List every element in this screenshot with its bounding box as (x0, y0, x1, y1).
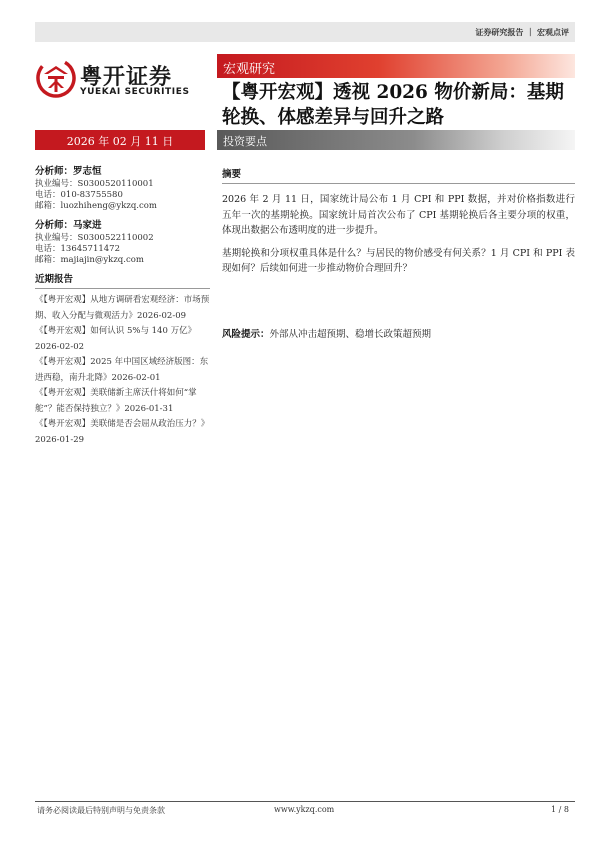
summary-title: 摘要 (222, 166, 575, 184)
page-number: 1 / 8 (551, 805, 569, 814)
recent-report-item[interactable]: 《【粤开宏观】美联储新主席沃什将如何“掌舵”？能否保持独立？》2026-01-31 (35, 388, 197, 414)
yuekai-logo-icon (36, 58, 76, 98)
analyst-card (35, 220, 210, 266)
date-bar (35, 130, 205, 150)
risk-label: 风险提示： (222, 329, 270, 340)
recent-report-item[interactable]: 《【粤开宏观】如何认识 5%与 140 万亿》2026-02-02 (35, 326, 197, 352)
recent-report-item[interactable]: 《【粤开宏观】从地方调研看宏观经济：市场预期、收入分配与微观活力》2026-02-09 (35, 295, 210, 321)
header-bar (35, 22, 575, 42)
company-logo (36, 58, 206, 102)
report-date: 2026 年 02 月 11 日 (66, 135, 174, 148)
summary-paragraph: 2026 年 2 月 11 日，国家统计局公布 1 月 CPI 和 PPI 数据，并对价格指数进行五年一次的基期轮换。国家统计局首次公布了 CPI 基期轮换后各主要分项的权重，体现出数据公布透明度的进一步提升。 (222, 194, 575, 236)
analyst-email[interactable]: 邮箱：luozhiheng@ykzq.com (35, 201, 157, 211)
risk-warning (222, 328, 575, 342)
footer-divider (35, 801, 575, 802)
report-type: 证券研究报告 ｜ 宏观点评 (475, 28, 569, 37)
risk-text: 外部从冲击超预期、稳增长政策超预期 (269, 329, 432, 340)
recent-report-item[interactable]: 《【粤开宏观】2025 年中国区域经济版图：东进西稳，南升北降》2026-02-01 (35, 357, 209, 383)
analyst-name: 分析师：马家进 (35, 220, 102, 231)
analyst-card (35, 166, 210, 212)
points-label: 投资要点 (223, 135, 267, 148)
points-bar (217, 130, 575, 150)
section-band (217, 54, 575, 78)
section-label: 宏观研究 (223, 62, 276, 77)
summary-paragraph: 基期轮换和分项权重具体是什么？与居民的物价感受有何关系？1 月 CPI 和 PPI 表现如何？后续如何进一步推动物价合理回升？ (222, 247, 575, 274)
footer-disclaimer: 请务必阅读最后特别声明与免责条款 (37, 806, 165, 815)
recent-reports-title: 近期报告 (35, 274, 210, 289)
logo-name-en: YUEKAI SECURITIES (80, 87, 190, 97)
summary-body (222, 192, 575, 284)
sidebar (35, 166, 210, 448)
report-title: 【粤开宏观】透视 2026 物价新局：基期轮换、体感差异与回升之路 (222, 82, 564, 128)
analyst-cert: 执业编号：S0300520110001 (35, 179, 154, 189)
analyst-name: 分析师：罗志恒 (35, 166, 102, 177)
footer-website[interactable]: www.ykzq.com (274, 805, 335, 814)
analyst-phone: 电话：13645711472 (35, 244, 120, 254)
logo-name-cn: 粤开证券 (80, 65, 173, 90)
recent-report-item[interactable]: 《【粤开宏观】美联储是否会屈从政治压力？》2026-01-29 (35, 419, 210, 445)
analyst-phone: 电话：010-83755580 (35, 190, 123, 200)
analyst-email[interactable]: 邮箱：majiajin@ykzq.com (35, 255, 144, 265)
analyst-cert: 执业编号：S0300522110002 (35, 233, 154, 243)
